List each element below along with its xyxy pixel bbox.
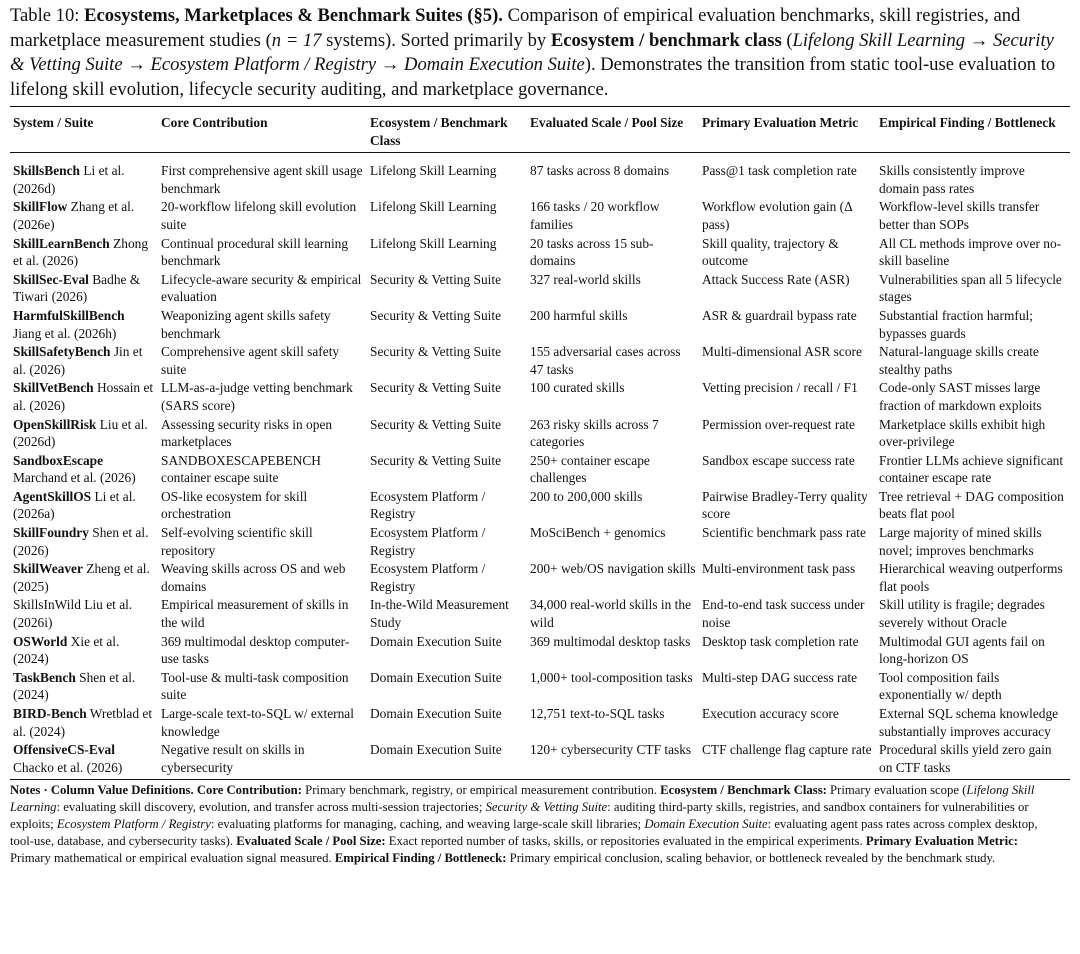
cell-contribution: 20-workflow lifelong skill evolution suite <box>161 199 357 232</box>
cell-class: Domain Execution Suite <box>367 741 527 780</box>
cell-finding: Hierarchical weaving outperforms flat pools <box>879 561 1063 594</box>
cell-finding: Large majority of mined skills novel; improves benchmarks <box>879 525 1042 558</box>
system-name: SandboxEscape <box>13 452 104 468</box>
cell-scale: 250+ container escape challenges <box>530 452 650 486</box>
cell-class: Domain Execution Suite <box>370 633 502 649</box>
cell-finding: Workflow-level skills transfer better than SOPs <box>879 199 1040 232</box>
cell-finding: Tool composition fails exponentially w/ depth <box>879 669 1002 703</box>
cell-metric: Workflow evolution gain (Δ pass) <box>702 199 852 232</box>
system-citation: Xie et al. (2024) <box>13 633 120 667</box>
cell-class: Security & Vetting Suite <box>370 344 502 360</box>
cell-finding: Skill utility is fragile; degrades severely without Oracle <box>879 597 1045 631</box>
cell-system <box>10 669 158 705</box>
system-citation: Jiang et al. (2026h) <box>13 325 117 341</box>
cell-contribution: Self-evolving scientific skill repository <box>161 525 313 558</box>
header-metric: Primary Evaluation Metric <box>699 107 876 153</box>
cell-system <box>10 741 158 780</box>
cell-contribution: Lifecycle-aware security & empirical evaluation <box>161 271 362 305</box>
cell-scale: 20 tasks across 15 sub-domains <box>530 235 654 269</box>
cell-class: Ecosystem Platform / Registry <box>370 561 486 594</box>
table-row <box>10 416 1070 452</box>
cell-finding: All CL methods improve over no-skill baseline <box>879 235 1062 269</box>
caption-n: n = 17 <box>271 29 322 51</box>
cell-system <box>10 379 158 415</box>
cell-system <box>10 560 158 596</box>
header-contribution: Core Contribution <box>158 107 367 153</box>
table-row <box>10 379 1070 415</box>
cell-metric: ASR & guardrail bypass rate <box>702 307 857 323</box>
cell-scale: 87 tasks across 8 domains <box>530 163 670 179</box>
system-name: SkillsBench <box>13 163 80 179</box>
header-finding: Empirical Finding / Bottleneck <box>876 107 1070 153</box>
system-name: SkillWeaver <box>13 561 83 577</box>
system-citation: Badhe & Tiwari (2026) <box>13 271 141 305</box>
cell-class: Domain Execution Suite <box>370 706 502 721</box>
comparison-table <box>10 106 1070 780</box>
cell-finding: Tree retrieval + DAG composition beats flat pool <box>879 488 1064 522</box>
cell-scale: 200 harmful skills <box>530 307 628 323</box>
cell-scale: 200 to 200,000 skills <box>530 488 643 504</box>
table-row <box>10 452 1070 488</box>
caption-order: Lifelong Skill Learning → Security & Vetting Suite → Ecosystem Platform / Registry → Domain Execution Suite <box>10 29 1054 75</box>
table-row <box>10 705 1070 741</box>
cell-system <box>10 198 158 234</box>
cell-class: Lifelong Skill Learning <box>370 235 497 251</box>
system-citation: Jin et al. (2026) <box>13 344 143 377</box>
cell-contribution: Tool-use & multi-task composition suite <box>161 669 349 703</box>
system-citation: Zhang et al. (2026e) <box>13 199 135 232</box>
system-citation: Wretblad et al. (2024) <box>13 706 153 739</box>
cell-finding: Marketplace skills exhibit high over-privilege <box>879 416 1046 450</box>
cell-metric: Vetting precision / recall / F1 <box>702 380 858 396</box>
system-name: OffensiveCS-Eval <box>13 742 115 758</box>
cell-metric: Skill quality, trajectory & outcome <box>702 235 839 269</box>
table-row <box>10 307 1070 343</box>
cell-metric: Pass@1 task completion rate <box>702 163 857 179</box>
cell-contribution: Large-scale text-to-SQL w/ external knowledge <box>161 706 354 739</box>
system-name: SkillsInWild <box>13 597 81 613</box>
table-row <box>10 343 1070 379</box>
table-row <box>10 633 1070 669</box>
system-name: SkillLearnBench <box>13 235 110 251</box>
cell-scale: 369 multimodal desktop tasks <box>530 633 691 649</box>
table-row <box>10 596 1070 632</box>
cell-scale: 155 adversarial cases across 47 tasks <box>530 344 681 377</box>
cell-finding: Vulnerabilities span all 5 lifecycle stages <box>879 271 1062 305</box>
system-name: SkillSec-Eval <box>13 271 89 287</box>
cell-contribution: Empirical measurement of skills in the wild <box>161 597 349 631</box>
cell-contribution: Comprehensive agent skill safety suite <box>161 344 340 377</box>
caption-label: Table 10: <box>10 5 80 26</box>
cell-metric: Scientific benchmark pass rate <box>702 525 866 541</box>
table-row <box>10 153 1070 199</box>
cell-metric: Multi-environment task pass <box>702 561 856 577</box>
cell-scale: 327 real-world skills <box>530 271 641 287</box>
cell-class: Security & Vetting Suite <box>370 380 502 396</box>
cell-scale: 200+ web/OS navigation skills <box>530 561 696 577</box>
table-notes: Notes · Column Value Definitions. Core Contribution: Primary benchmark, registry, or empirical measurement contribution. Ecosystem / Benchmark Class: Primary evaluation scope (Lifelong Skill Learning: evaluating skill discovery, evolution, and transfer across multi-session trajectories; Security & Vetting Suite: auditing third-party skills, registries, and sandbox containers for vulnerabilities or exploits; Ecosystem Platform / Registry: evaluating platforms for managing, caching, and weaving large-scale skill libraries; Domain Execution Suite: evaluating agent pass rates across complex desktop, tool-use, database, and cybersecurity tasks). Evaluated Scale / Pool Size: Exact reported number of tasks, skills, or repositories evaluated in the empirical experiments. Primary Evaluation Metric: Primary mathematical or empirical evaluation signal measured. Empirical Finding / Bottleneck: Primary empirical conclusion, scaling behavior, or bottleneck revealed by the benchmark study. <box>10 783 1038 865</box>
cell-metric: Execution accuracy score <box>702 706 839 721</box>
system-citation: Liu et al. (2026d) <box>13 416 148 450</box>
cell-system <box>10 343 158 379</box>
cell-metric: Desktop task completion rate <box>702 633 859 649</box>
cell-contribution: OS-like ecosystem for skill orchestration <box>161 488 308 522</box>
cell-contribution: Weaponizing agent skills safety benchmark <box>161 307 331 341</box>
cell-system <box>10 416 158 452</box>
cell-system <box>10 153 158 199</box>
cell-contribution: Negative result on skills in cybersecurity <box>158 741 367 780</box>
cell-metric: Sandbox escape success rate <box>702 452 855 468</box>
cell-contribution: SANDBOXESCAPEBENCH container escape suite <box>161 452 321 486</box>
table-row <box>10 488 1070 524</box>
cell-scale: 120+ cybersecurity CTF tasks <box>527 741 699 780</box>
cell-class: Domain Execution Suite <box>370 669 502 685</box>
header-scale: Evaluated Scale / Pool Size <box>527 107 699 153</box>
cell-system <box>10 596 158 632</box>
table-row <box>10 524 1070 560</box>
cell-contribution: 369 multimodal desktop computer-use tasks <box>161 633 350 667</box>
table-row <box>10 271 1070 307</box>
system-citation: Marchand et al. (2026) <box>13 470 136 486</box>
cell-contribution: Weaving skills across OS and web domains <box>161 561 346 594</box>
cell-metric: Multi-dimensional ASR score <box>702 344 862 360</box>
cell-finding: Multimodal GUI agents fail on long-horizon OS <box>879 633 1045 667</box>
cell-system <box>10 705 158 741</box>
cell-class: Lifelong Skill Learning <box>370 163 497 179</box>
cell-class: Security & Vetting Suite <box>370 271 502 287</box>
cell-class: Ecosystem Platform / Registry <box>370 488 486 522</box>
system-citation: Zheng et al. (2025) <box>13 561 150 594</box>
cell-finding: External SQL schema knowledge substantially improves accuracy <box>879 706 1059 739</box>
system-name: AgentSkillOS <box>13 488 92 504</box>
cell-class: Security & Vetting Suite <box>370 416 502 432</box>
system-name: OpenSkillRisk <box>13 416 97 432</box>
table-row <box>10 741 1070 780</box>
system-citation: Hossain et al. (2026) <box>13 380 154 413</box>
system-citation: Zhong et al. (2026) <box>13 235 149 269</box>
system-citation: Shen et al. (2026) <box>13 525 149 558</box>
cell-system <box>10 524 158 560</box>
cell-metric: CTF challenge flag capture rate <box>699 741 876 780</box>
cell-system <box>10 307 158 343</box>
system-name: BIRD-Bench <box>13 706 87 721</box>
cell-system <box>10 235 158 271</box>
cell-metric: Multi-step DAG success rate <box>702 669 858 685</box>
system-name: TaskBench <box>13 669 76 685</box>
system-name: SkillFoundry <box>13 525 89 541</box>
system-name: HarmfulSkillBench <box>13 307 125 323</box>
table-row <box>10 198 1070 234</box>
cell-scale: MoSciBench + genomics <box>530 525 666 541</box>
cell-finding: Frontier LLMs achieve significant container escape rate <box>879 452 1064 486</box>
cell-metric: Attack Success Rate (ASR) <box>702 271 850 287</box>
cell-scale: 34,000 real-world skills in the wild <box>530 597 692 631</box>
cell-class: Security & Vetting Suite <box>370 307 502 323</box>
cell-class: Security & Vetting Suite <box>370 452 502 468</box>
table-row <box>10 560 1070 596</box>
system-citation: Chacko et al. (2026) <box>13 759 123 775</box>
cell-metric: Pairwise Bradley-Terry quality score <box>702 488 868 522</box>
cell-scale: 100 curated skills <box>530 380 625 396</box>
table-row <box>10 669 1070 705</box>
cell-scale: 263 risky skills across 7 categories <box>530 416 659 450</box>
cell-class: In-the-Wild Measurement Study <box>370 597 509 631</box>
cell-system <box>10 452 158 488</box>
cell-finding: Substantial fraction harmful; bypasses guards <box>879 307 1033 341</box>
cell-system <box>10 271 158 307</box>
system-name: SkillVetBench <box>13 380 94 396</box>
cell-finding: Natural-language skills create stealthy paths <box>879 344 1039 377</box>
cell-contribution: LLM-as-a-judge vetting benchmark (SARS score) <box>161 380 353 413</box>
table-body <box>10 153 1070 780</box>
cell-scale: 166 tasks / 20 workflow families <box>530 199 660 232</box>
cell-finding: Skills consistently improve domain pass rates <box>879 163 1025 196</box>
table-caption: Table 10: Ecosystems, Marketplaces & Benchmark Suites (§5). Comparison of empirical evaluation benchmarks, skill registries, and marketplace measurement studies (n = 17 systems). Sorted primarily by Ecosystem / benchmark class (Lifelong Skill Learning → Security & Vetting Suite → Ecosystem Platform / Registry → Domain Execution Suite). Demonstrates the transition from static tool-use evaluation to lifelong skill evolution, lifecycle security auditing, and marketplace governance. <box>10 5 1056 100</box>
cell-class: Lifelong Skill Learning <box>370 199 497 215</box>
cell-class: Ecosystem Platform / Registry <box>370 525 486 558</box>
cell-finding: Code-only SAST misses large fraction of markdown exploits <box>879 380 1042 413</box>
header-system: System / Suite <box>10 107 158 153</box>
table-header-row <box>10 107 1070 153</box>
system-citation: Li et al. (2026a) <box>13 488 136 522</box>
cell-metric: End-to-end task success under noise <box>702 597 865 631</box>
system-citation: Li et al. (2026d) <box>13 163 125 196</box>
cell-metric: Permission over-request rate <box>702 416 855 432</box>
system-name: SkillFlow <box>13 199 68 215</box>
system-citation: Liu et al. (2026i) <box>13 597 133 631</box>
cell-system <box>10 488 158 524</box>
cell-contribution: First comprehensive agent skill usage benchmark <box>161 163 363 196</box>
cell-contribution: Assessing security risks in open marketplaces <box>161 416 333 450</box>
header-class: Ecosystem / Benchmark Class <box>367 107 527 153</box>
caption-sort-key: Ecosystem / benchmark class <box>550 29 782 51</box>
system-citation: Shen et al. (2024) <box>13 669 136 703</box>
system-name: OSWorld <box>13 633 68 649</box>
cell-system <box>10 633 158 669</box>
cell-contribution: Continual procedural skill learning benchmark <box>161 235 349 269</box>
caption-title: Ecosystems, Marketplaces & Benchmark Suites (§5). <box>84 5 503 26</box>
cell-scale: 1,000+ tool-composition tasks <box>530 669 693 685</box>
cell-finding: Procedural skills yield zero gain on CTF tasks <box>876 741 1070 780</box>
cell-scale: 12,751 text-to-SQL tasks <box>530 706 665 721</box>
table-row <box>10 235 1070 271</box>
system-name: SkillSafetyBench <box>13 344 111 360</box>
